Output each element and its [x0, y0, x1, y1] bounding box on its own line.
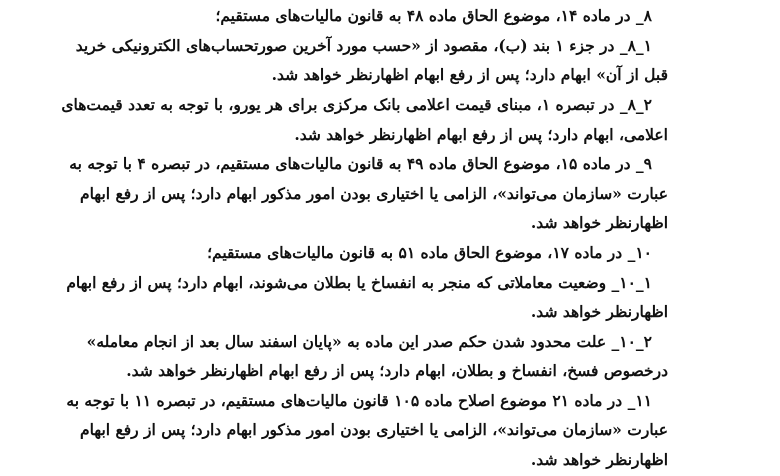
- text-line: درخصوص فسخ، انفساخ و بطلان، ابهام دارد؛ پس از رفع ابهام اظهارنظر خواهد شد.: [126, 361, 668, 380]
- text-line: ۱_۸_ در جزء ۱ بند (ب)، مقصود از «حسب مورد آخرین صورتحساب‌های الکترونیکی خرید: [75, 36, 652, 55]
- text-line: ۱۰_ در ماده ۱۷، موضوع الحاق ماده ۵۱ به قانون مالیات‌های مستقیم؛: [207, 243, 652, 262]
- text-line: ۱_۱۰_ وضعیت معاملاتی که منجر به انفساخ یا بطلان می‌شوند، ابهام دارد؛ پس از رفع ابهام: [66, 273, 652, 292]
- text-line: اعلامی، ابهام دارد؛ پس از رفع ابهام اظهارنظر خواهد شد.: [294, 125, 668, 144]
- text-line: ۹_ در ماده ۱۵، موضوع الحاق ماده ۴۹ به قانون مالیات‌های مستقیم، در تبصره ۴ با توجه به: [69, 154, 652, 173]
- text-line: ۲_۸_ در تبصره ۱، مبنای قیمت اعلامی بانک مرکزی برای هر یورو، با توجه به تعدد قیمت‌های: [61, 95, 652, 114]
- text-line: اظهارنظر خواهد شد.: [530, 450, 668, 469]
- text-line: ۸_ در ماده ۱۴، موضوع الحاق ماده ۴۸ به قانون مالیات‌های مستقیم؛: [215, 6, 652, 25]
- text-line: اظهارنظر خواهد شد.: [530, 213, 668, 232]
- text-line: قبل از آن» ابهام دارد؛ پس از رفع ابهام اظهارنظر خواهد شد.: [271, 65, 668, 84]
- text-line: ۲_۱۰_ علت محدود شدن حکم صدر این ماده به «پایان اسفند سال بعد از انجام معامله»: [86, 332, 652, 351]
- text-line: اظهارنظر خواهد شد.: [530, 302, 668, 321]
- text-line: عبارت «سازمان می‌تواند»، الزامی یا اختیاری بودن امور مذکور ابهام دارد؛ پس از رفع ابهام: [79, 184, 668, 203]
- text-line: ۱۱_ در ماده ۲۱ موضوع اصلاح ماده ۱۰۵ قانون مالیات‌های مستقیم، در تبصره ۱۱ با توجه به: [66, 391, 652, 410]
- text-line: عبارت «سازمان می‌تواند»، الزامی یا اختیاری بودن امور مذکور ابهام دارد؛ پس از رفع ابهام: [79, 420, 668, 439]
